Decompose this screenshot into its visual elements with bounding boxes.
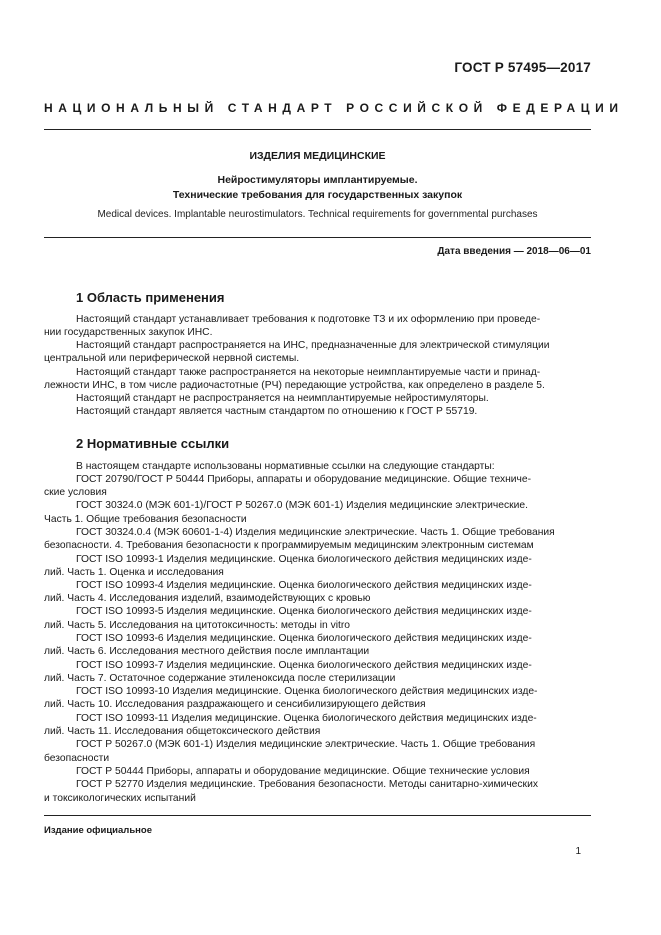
text-line: ГОСТ ISO 10993-1 Изделия медицинские. Оценка биологического действия медицинских изде- (76, 554, 532, 565)
text-line: ские условия (44, 487, 107, 498)
introduction-date: Дата введения — 2018—06—01 (437, 246, 591, 257)
standard-number: ГОСТ Р 57495—2017 (454, 60, 591, 75)
text-line: центральной или периферической нервной системы. (44, 353, 300, 364)
text-line: лий. Часть 5. Исследования на цитотоксичность: методы in vitro (44, 620, 351, 631)
text-line: Настоящий стандарт является частным стандартом по отношению к ГОСТ Р 55719. (76, 406, 478, 417)
text-line: ГОСТ Р 50444 Приборы, аппараты и оборудование медицинские. Общие технические условия (76, 766, 530, 777)
text-line: ГОСТ ISO 10993-10 Изделия медицинские. Оценка биологического действия медицинских изде- (76, 686, 538, 697)
text-line: ГОСТ ISO 10993-7 Изделия медицинские. Оценка биологического действия медицинских изде- (76, 660, 532, 671)
text-line: Настоящий стандарт также распространяется на некоторые неимплантируемые части и принад- (76, 367, 541, 378)
text-line: ГОСТ ISO 10993-11 Изделия медицинские. Оценка биологического действия медицинских изде- (76, 713, 537, 724)
document-subtitle (44, 173, 591, 203)
text-line: Настоящий стандарт распространяется на ИНС, предназначенные для электрической стимуляции (76, 340, 550, 351)
text-line: Настоящий стандарт не распространяется на неимплантируемые нейростимуляторы. (76, 393, 489, 404)
text-line: Часть 1. Общие требования безопасности (44, 514, 247, 525)
text-line: и токсикологических испытаний (44, 793, 196, 804)
text-line: В настоящем стандарте использованы нормативные ссылки на следующие стандарты: (76, 461, 495, 472)
section-1-heading: 1 Область применения (76, 290, 225, 305)
english-title: Medical devices. Implantable neurostimulators. Technical requirements for governmental purchases (97, 209, 538, 220)
subtitle-line-2: Технические требования для государственных закупок (172, 189, 463, 201)
text-line: ГОСТ ISO 10993-5 Изделия медицинские. Оценка биологического действия медицинских изде- (76, 606, 532, 617)
text-line: ГОСТ Р 52770 Изделия медицинские. Требования безопасности. Методы санитарно-химических (76, 779, 538, 790)
subtitle-line-1: Нейростимуляторы имплантируемые. (217, 174, 418, 186)
text-line: лий. Часть 11. Исследования общетоксического действия (44, 726, 321, 737)
text-line: нии государственных закупок ИНС. (44, 327, 213, 338)
national-standard-title: НАЦИОНАЛЬНЫЙ СТАНДАРТ РОССИЙСКОЙ ФЕДЕРАЦИИ (44, 101, 624, 115)
text-line: безопасности. 4. Требования безопасности к программируемым медицинским электронным системам (44, 540, 534, 551)
text-line: безопасности (44, 753, 110, 764)
title-divider (44, 237, 591, 238)
text-line: лий. Часть 1. Оценка и исследования (44, 567, 224, 578)
section-2-heading: 2 Нормативные ссылки (76, 436, 230, 451)
text-line: ГОСТ 20790/ГОСТ Р 50444 Приборы, аппараты и оборудование медицинские. Общие техниче- (76, 474, 532, 485)
text-line: ГОСТ 30324.0.4 (МЭК 60601-1-4) Изделия медицинские электрические. Часть 1. Общие требования (76, 527, 555, 538)
page-number: 1 (575, 846, 581, 857)
text-line: лий. Часть 6. Исследования местного действия после имплантации (44, 646, 370, 657)
text-line: лий. Часть 10. Исследования раздражающего и сенсибилизирующего действия (44, 699, 426, 710)
text-line: ГОСТ Р 50267.0 (МЭК 601-1) Изделия медицинские электрические. Часть 1. Общие требования (76, 739, 536, 750)
top-divider (44, 129, 591, 130)
text-line: ГОСТ ISO 10993-6 Изделия медицинские. Оценка биологического действия медицинских изде- (76, 633, 532, 644)
text-line: лий. Часть 4. Исследования изделий, взаимодействующих с кровью (44, 593, 371, 604)
text-line: ГОСТ ISO 10993-4 Изделия медицинские. Оценка биологического действия медицинских изде- (76, 580, 532, 591)
document-title: ИЗДЕЛИЯ МЕДИЦИНСКИЕ (249, 150, 386, 162)
official-edition-label: Издание официальное (44, 825, 152, 836)
footer-divider (44, 815, 591, 816)
text-line: лий. Часть 7. Остаточное содержание этиленоксида после стерилизации (44, 673, 396, 684)
text-line: лежности ИНС, в том числе радиочастотные (РЧ) передающие устройства, как определено в разделе 5. (44, 380, 545, 391)
text-line: ГОСТ 30324.0 (МЭК 601-1)/ГОСТ Р 50267.0 (МЭК 601-1) Изделия медицинские электрические. (76, 500, 528, 511)
text-line: Настоящий стандарт устанавливает требования к подготовке ТЗ и их оформлению при проведе- (76, 314, 541, 325)
